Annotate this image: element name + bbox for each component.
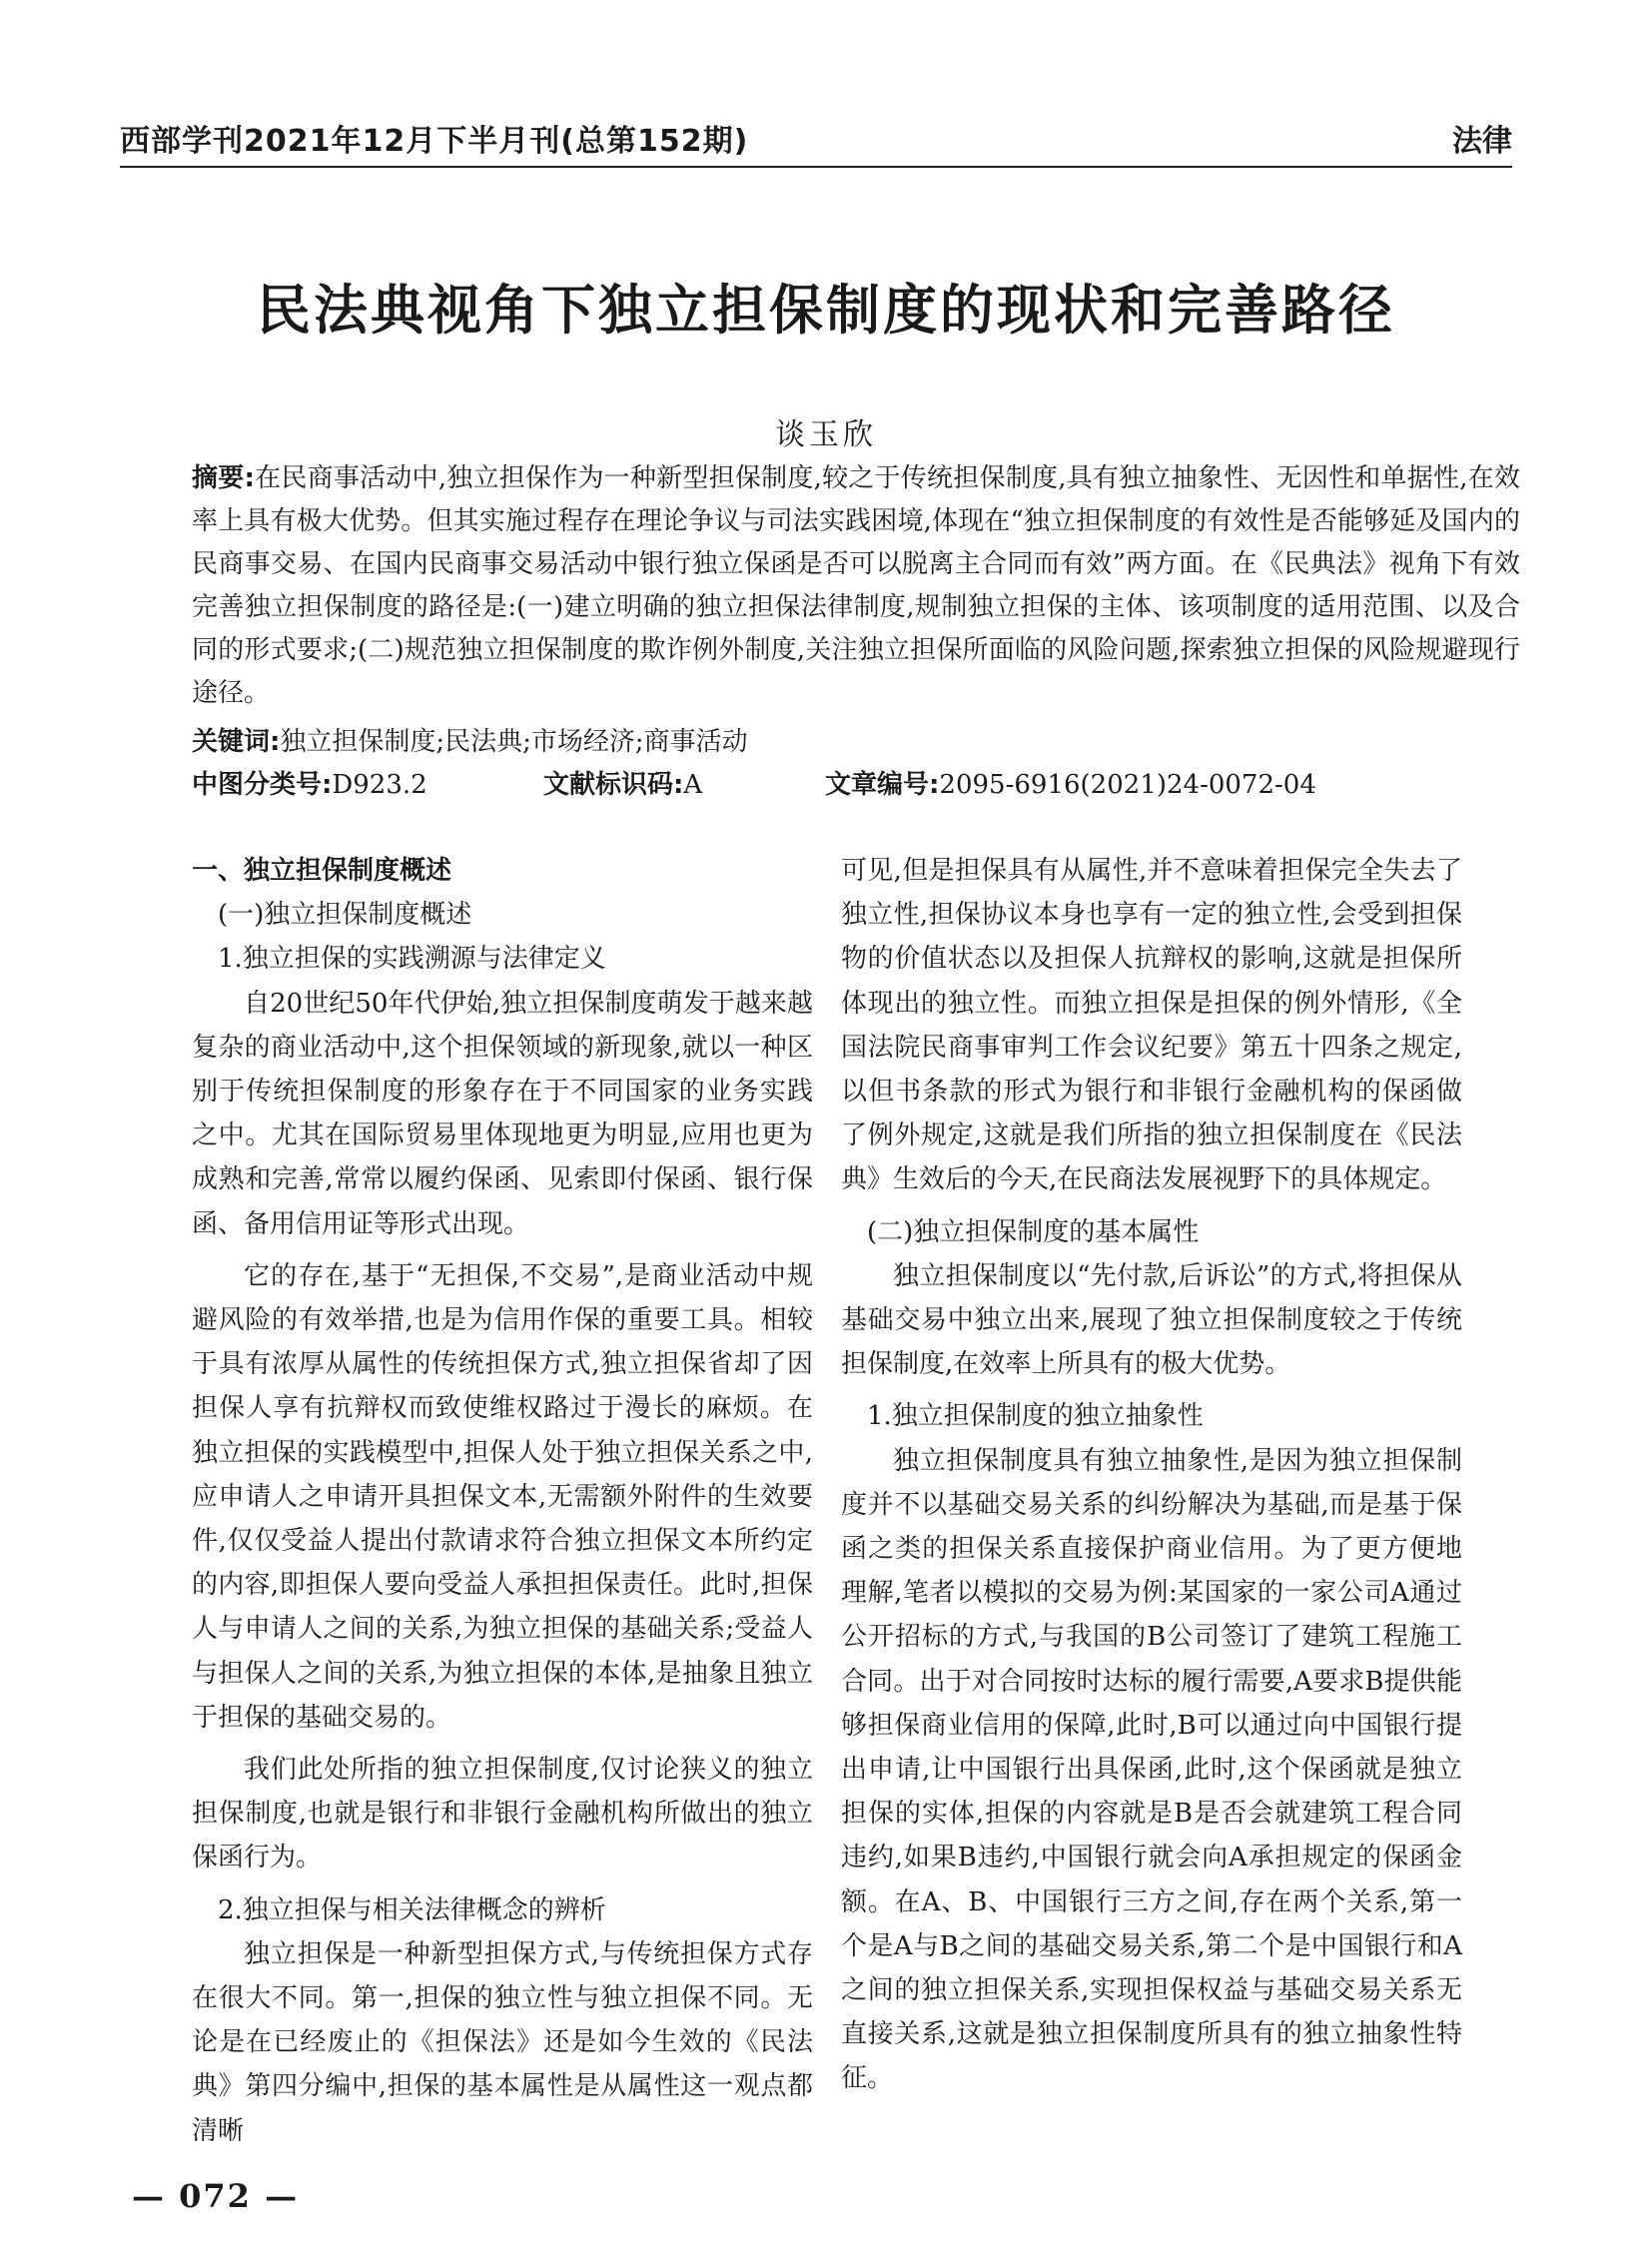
doc-label: 文献标识码: [543, 770, 684, 800]
art-label: 文章编号: [825, 770, 940, 800]
body-paragraph: 可见,但是担保具有从属性,并不意味着担保完全失去了独立性,担保协议本身也享有一定的独立性,会受到担保物的价值状态以及担保人抗辩权的影响,这就是担保所体现出的独立性。而独立担保是担保的例外情形,《全国法院民商事审判工作会议纪要》第五十四条之规定,以但书条款的形式为银行和非银行金融机构的保函做了例外规定,这就是我们所指的独立担保制度在《民法典》生效后的今天,在民商法发展视野下的具体规定。 [841, 856, 1462, 1195]
keywords-label: 关键词: [192, 727, 281, 757]
abstract-label: 摘要: [192, 463, 255, 493]
keywords [192, 721, 1520, 764]
running-header [120, 116, 1512, 164]
article-title: 民法典视角下独立担保制度的现状和完善路径 [257, 279, 1395, 342]
body-paragraph: 它的存在,基于“无担保,不交易”,是商业活动中规避风险的有效举措,也是为信用作保的重要工具。相较于具有浓厚从属性的传统担保方式,独立担保省却了因担保人享有抗辩权而致使维权路过于漫长的麻烦。在独立担保的实践模型中,担保人处于独立担保关系之中,应申请人之申请开具担保文本,无需额外附件的生效要件,仅仅受益人提出付款请求符合独立担保文本所约定的内容,即担保人要向受益人承担担保责任。此时,担保人与申请人之间的关系,为独立担保的基础关系;受益人与担保人之间的关系,为独立担保的本体,是抽象且独立于担保的基础交易的。 [192, 1260, 813, 1733]
page-number: — 072 — [132, 2177, 300, 2215]
document-code [543, 764, 702, 807]
body-paragraph: 独立担保制度以“先付款,后诉讼”的方式,将担保从基础交易中独立出来,展现了独立担保制度较之于传统担保制度,在效率上所具有的极大优势。 [841, 1260, 1462, 1380]
keywords-text: 独立担保制度;民法典;市场经济;商事活动 [280, 727, 748, 757]
body-paragraph: 我们此处所指的独立担保制度,仅讨论狭义的独立担保制度,也就是银行和非银行金融机构所做出的独立保函行为。 [192, 1755, 813, 1873]
section-heading: 1.独立担保制度的独立抽象性 [867, 1401, 1204, 1432]
body-paragraph: 独立担保是一种新型担保方式,与传统担保方式存在很大不同。第一,担保的独立性与独立担保不同。无论是在已经废止的《担保法》还是如今生效的《民法典》第四分编中,担保的基本属性是从属性这一观点都清晰 [192, 1938, 813, 2146]
abstract [192, 457, 1520, 715]
body-paragraph: 独立担保制度具有独立抽象性,是因为独立担保制度并不以基础交易关系的纠纷解决为基础,而是基于保函之类的担保关系直接保护商业信用。为了更方便地理解,笔者以模拟的交易为例:某国家的一家公司A通过公开招标的方式,与我国的B公司签订了建筑工程施工合同。出于对合同按时达标的履行需要,A要求B提供能够担保商业信用的保障,此时,B可以通过向中国银行提出申请,让中国银行出具保函,此时,这个保函就是独立担保的实体,担保的内容就是B是否会就建筑工程合同违约,如果B违约,中国银行就会向A承担规定的保函金额。在A、B、中国银行三方之间,存在两个关系,第一个是A与B之间的基础交易关系,第二个是中国银行和A之间的独立担保关系,实现担保权益与基础交易关系无直接关系,这就是独立担保制度所具有的独立抽象性特征。 [841, 1445, 1462, 2094]
section-heading: (一)独立担保制度概述 [218, 900, 472, 931]
section-heading: (二)独立担保制度的基本属性 [867, 1216, 1200, 1247]
clc-code [192, 764, 427, 807]
author-name: 谈玉欣 [775, 417, 877, 452]
clc-label: 中图分类号: [192, 770, 333, 800]
right-column [841, 849, 1462, 2109]
body-paragraph: 自20世纪50年代伊始,独立担保制度萌发于越来越复杂的商业活动中,这个担保领域的新现象,就以一种区别于传统担保制度的形象存在于不同国家的业务实践之中。尤其在国际贸易里体现地更为明显,应用也更为成熟和完善,常常以履约保函、见索即付保函、银行保函、备用信用证等形式出现。 [192, 988, 813, 1239]
section-heading: 一、独立担保制度概述 [192, 856, 452, 886]
art-value: 2095-6916(2021)24-0072-04 [939, 770, 1316, 800]
doc-value: A [683, 770, 703, 800]
section-heading: 1.独立担保的实践溯源与法律定义 [218, 944, 606, 975]
section-label: 法律 [1452, 124, 1512, 159]
clc-value: D923.2 [332, 770, 427, 800]
header-rule [120, 166, 1512, 168]
section-heading: 2.独立担保与相关法律概念的辨析 [218, 1894, 606, 1925]
left-column [192, 849, 813, 2161]
article-number [825, 764, 1316, 807]
abstract-text: 在民商事活动中,独立担保作为一种新型担保制度,较之于传统担保制度,具有独立抽象性、无因性和单据性,在效率上具有极大优势。但其实施过程存在理论争议与司法实践困境,体现在“独立担保制度的有效性是否能够延及国内的民商事交易、在国内民商事交易活动中银行独立保函是否可以脱离主合同而有效”两方面。在《民典法》视角下有效完善独立担保制度的路径是:(一)建立明确的独立担保法律制度,规制独立担保的主体、该项制度的适用范围、以及合同的形式要求;(二)规范独立担保制度的欺诈例外制度,关注独立担保所面临的风险问题,探索独立担保的风险规避现行途径。 [192, 463, 1520, 708]
journal-issue: 西部学刊2021年12月下半月刊(总第152期) [120, 124, 749, 159]
